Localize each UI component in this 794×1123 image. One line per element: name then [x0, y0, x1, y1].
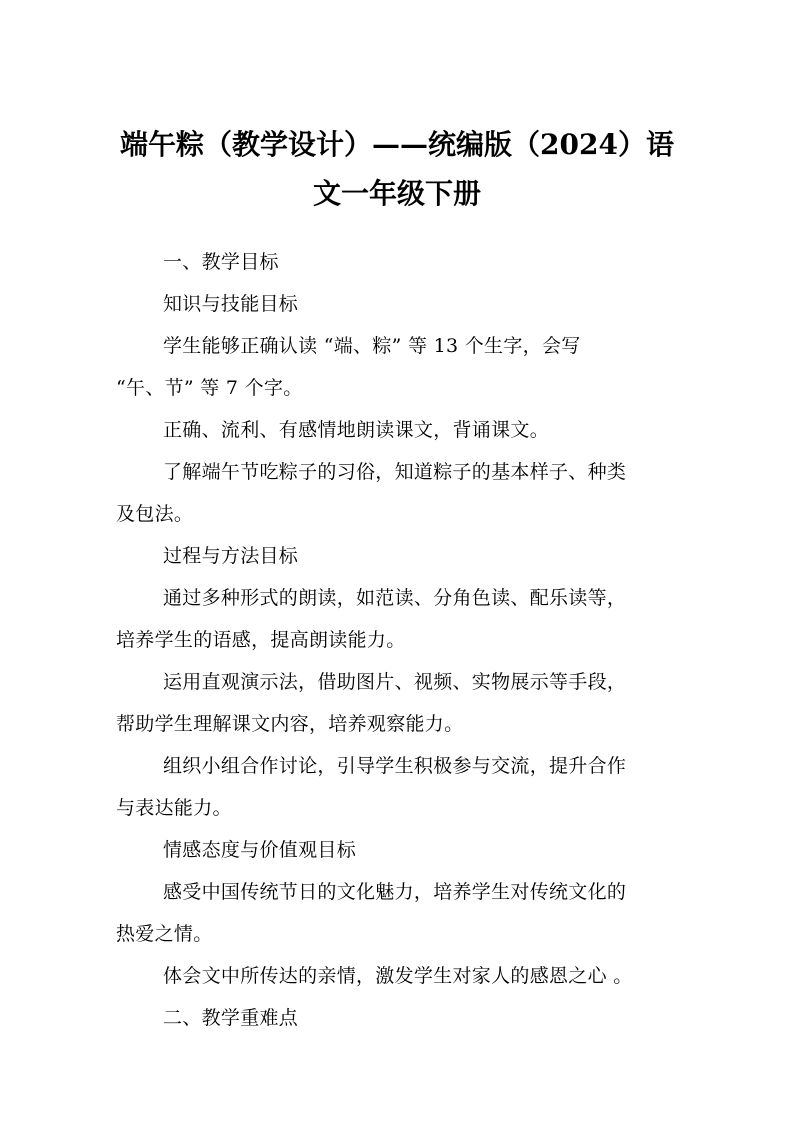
paragraph-line: 及包法。: [116, 503, 194, 525]
section-heading-key-points: 二、教学重难点: [163, 1007, 299, 1029]
document-title-line-2: 文一年级下册: [312, 177, 481, 210]
paragraph-line: 运用直观演示法，借助图片、视频、实物展示等手段，: [163, 671, 627, 693]
subheading-process-methods: 过程与方法目标: [163, 545, 299, 567]
paragraph-line: 感受中国传统节日的文化魅力，培养学生对传统文化的: [163, 881, 627, 903]
paragraph-line: 正确、流利、有感情地朗读课文，背诵课文。: [163, 419, 550, 441]
subheading-emotion-values: 情感态度与价值观目标: [163, 839, 357, 861]
section-heading-objectives: 一、教学目标: [163, 251, 279, 273]
document-title-line-1: 端午粽（教学设计）——统编版（2024）语: [120, 128, 674, 161]
paragraph-line: 培养学生的语感，提高朗读能力。: [116, 629, 406, 651]
paragraph-line: 热爱之情。: [116, 923, 213, 945]
paragraph-line: 组织小组合作讨论，引导学生积极参与交流，提升合作: [163, 755, 627, 777]
paragraph-line: 通过多种形式的朗读，如范读、分角色读、配乐读等，: [163, 587, 627, 609]
paragraph-line: 体会文中所传达的亲情，激发学生对家人的感恩之心 。: [163, 965, 633, 987]
paragraph-line: 学生能够正确认读 “端、粽” 等 13 个生字，会写: [163, 335, 581, 357]
paragraph-line: 了解端午节吃粽子的习俗，知道粽子的基本样子、种类: [163, 461, 627, 483]
subheading-knowledge-skills: 知识与技能目标: [163, 293, 299, 315]
paragraph-line: 帮助学生理解课文内容，培养观察能力。: [116, 713, 464, 735]
paragraph-line: “午、节” 等 7 个字。: [116, 377, 303, 399]
paragraph-line: 与表达能力。: [116, 797, 232, 819]
